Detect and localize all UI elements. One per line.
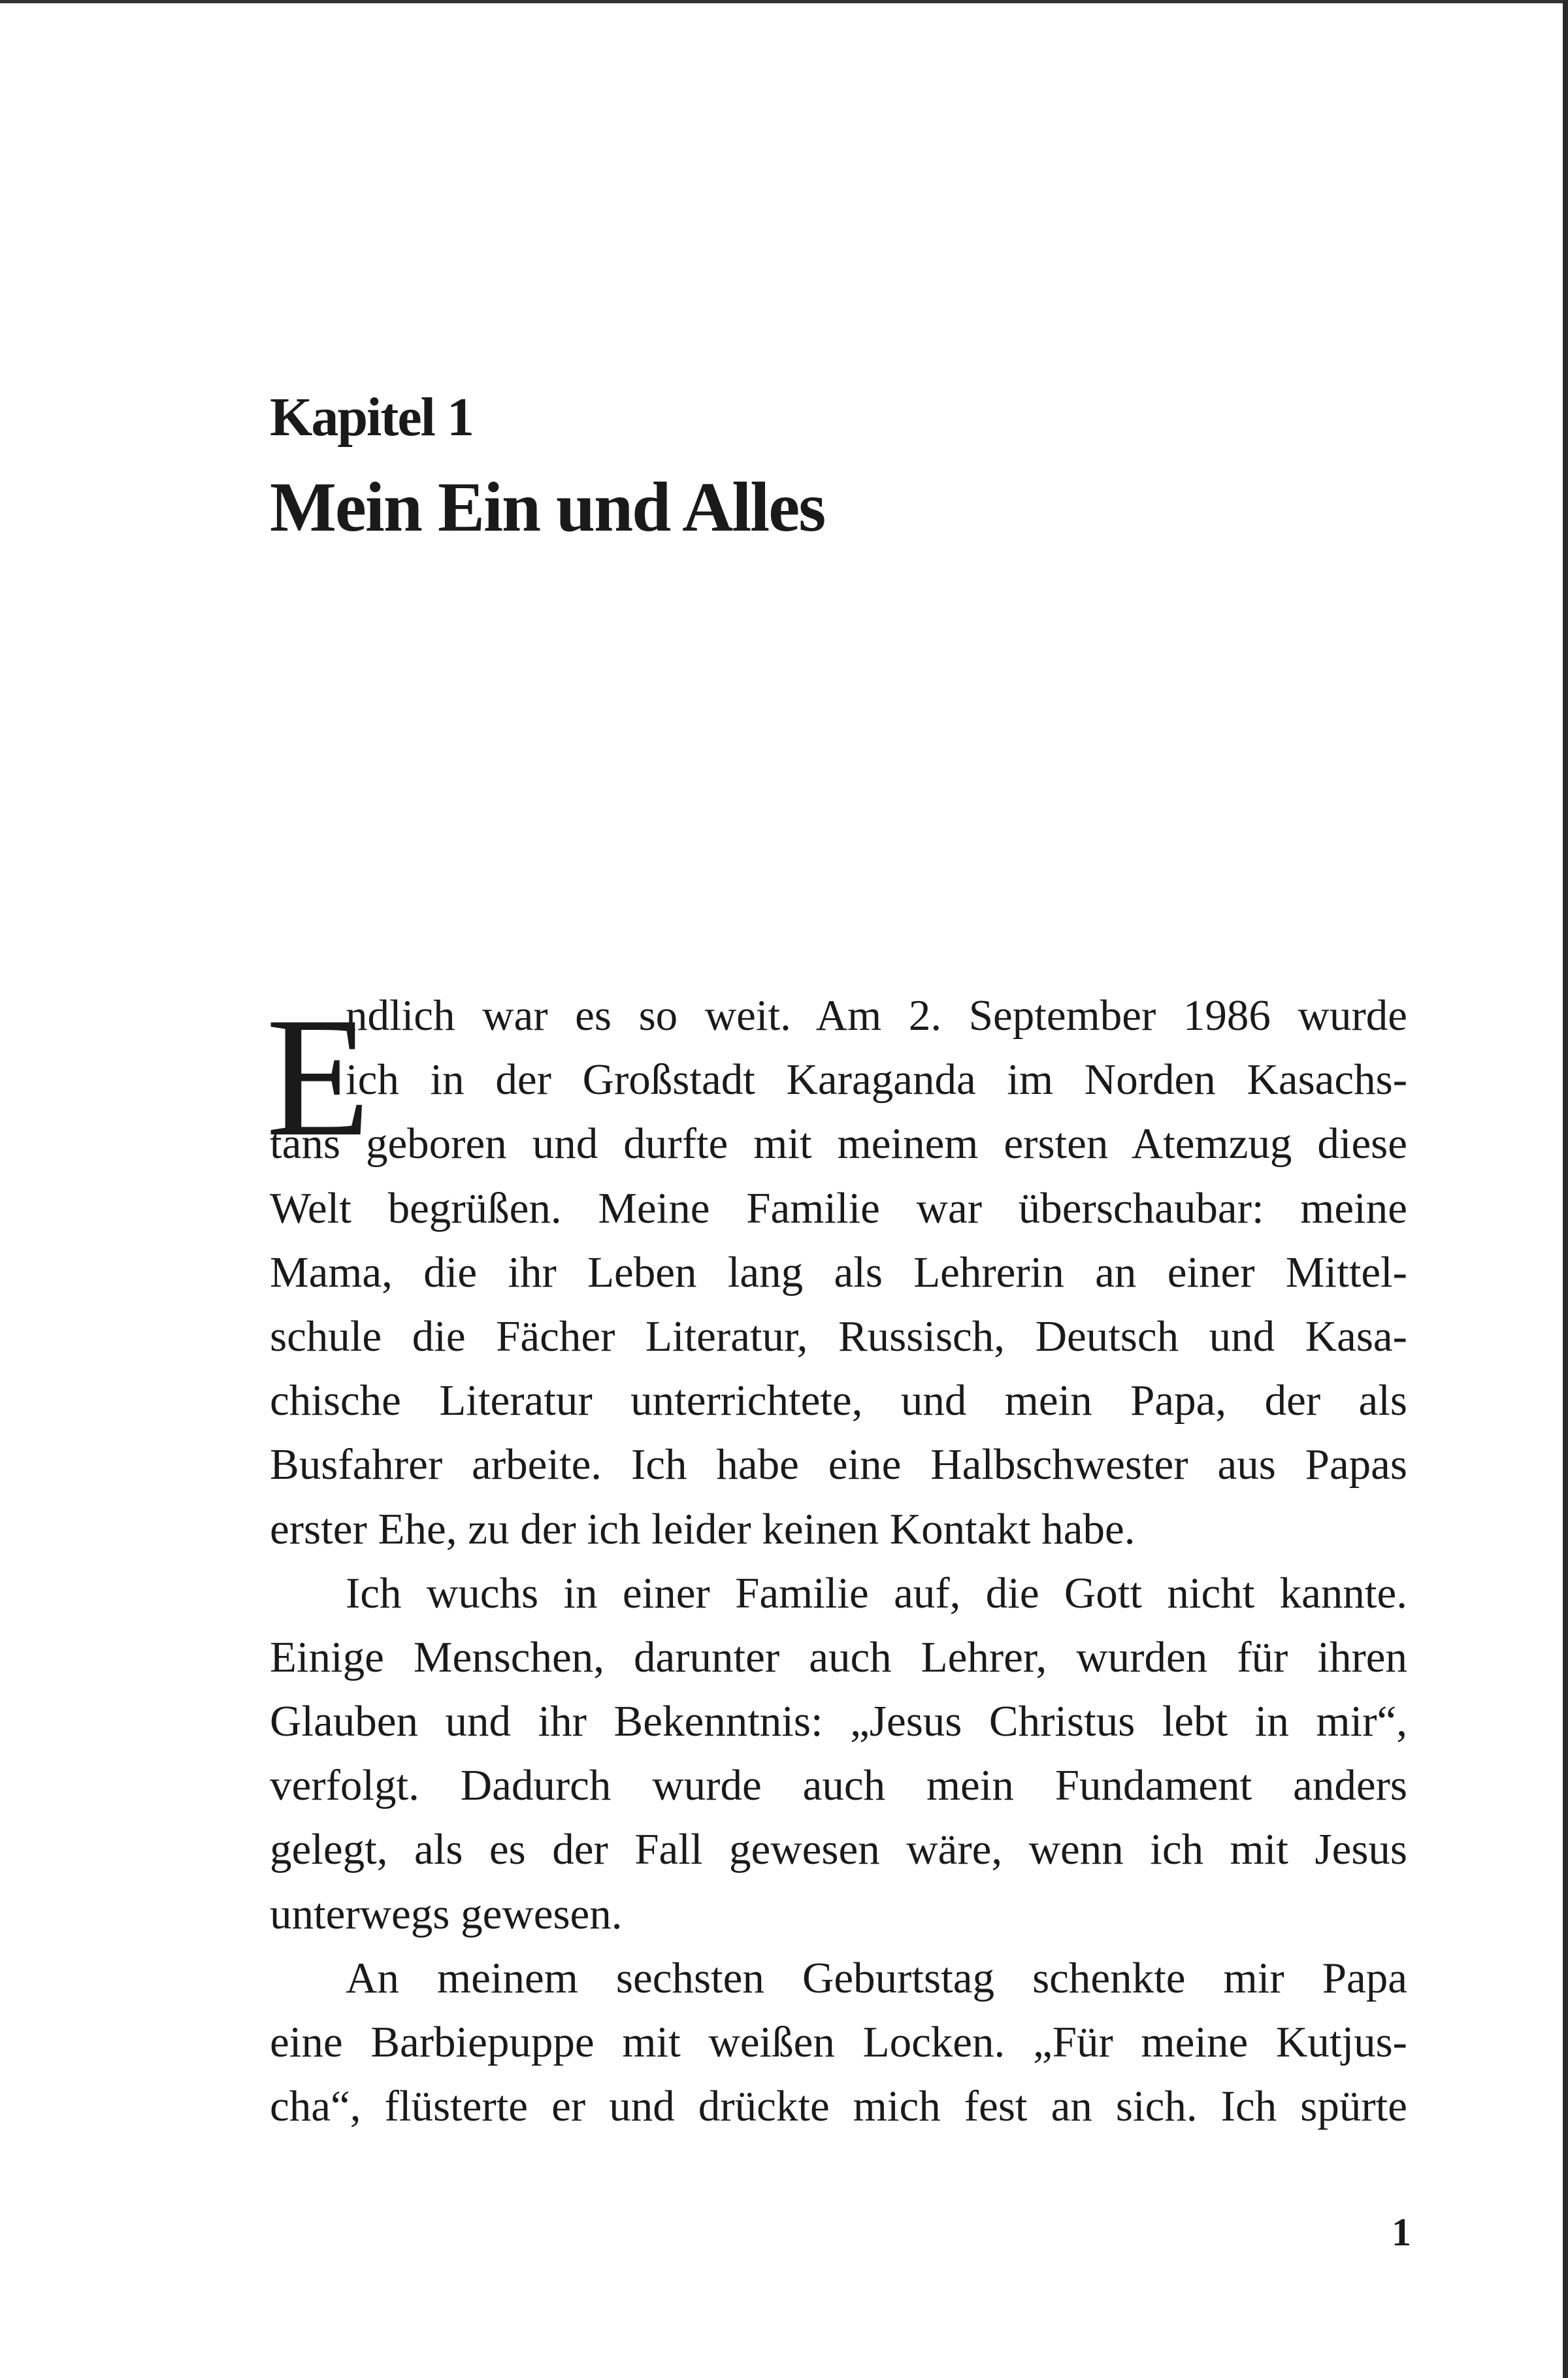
chapter-title: Mein Ein und Alles: [270, 469, 825, 546]
text-line: cha“, flüsterte er und drückte mich fest an sich. Ich spürte: [270, 2082, 1407, 2131]
drop-cap: E: [266, 982, 371, 1172]
text-line: schule die Fächer Literatur, Russisch, Deutsch und Kasa-: [270, 1312, 1407, 1361]
text-line: eine Barbiepuppe mit weißen Locken. „Für meine Kutjus-: [270, 2018, 1407, 2066]
page-right-border: [1563, 0, 1568, 2378]
text-line: ich in der Großstadt Karaganda im Norden Kasachs-: [346, 1055, 1407, 1104]
text-line: Welt begrüßen. Meine Familie war überschaubar: meine: [270, 1183, 1407, 1232]
text-line: Einige Menschen, darunter auch Lehrer, wurden für ihren: [270, 1632, 1407, 1681]
text-line: verfolgt. Dadurch wurde auch mein Fundament anders: [270, 1761, 1407, 1810]
text-line: gelegt, als es der Fall gewesen wäre, wenn ich mit Jesus: [270, 1825, 1407, 1874]
text-line: tans geboren und durfte mit meinem ersten Atemzug diese: [270, 1119, 1407, 1168]
text-line: An meinem sechsten Geburtstag schenkte mir Papa: [346, 1953, 1407, 2002]
body-text: [266, 982, 1407, 2138]
text-line: Glauben und ihr Bekenntnis: „Jesus Christus lebt in mir“,: [270, 1697, 1407, 1746]
text-line: Busfahrer arbeite. Ich habe eine Halbschwester aus Papas: [270, 1440, 1407, 1489]
text-line: unterwegs gewesen.: [270, 1889, 623, 1938]
text-line: Mama, die ihr Leben lang als Lehrerin an einer Mittel-: [270, 1247, 1407, 1296]
text-line: chische Literatur unterrichtete, und mein Papa, der als: [270, 1376, 1407, 1425]
text-line: ndlich war es so weit. Am 2. September 1986 wurde: [346, 991, 1407, 1040]
chapter-label: Kapitel 1: [270, 387, 473, 448]
page-number: 1: [1392, 2211, 1411, 2254]
text-line: erster Ehe, zu der ich leider keinen Kontakt habe.: [270, 1504, 1135, 1553]
page-top-border: [0, 0, 1568, 3]
text-line: Ich wuchs in einer Familie auf, die Gott nicht kannte.: [346, 1568, 1407, 1617]
